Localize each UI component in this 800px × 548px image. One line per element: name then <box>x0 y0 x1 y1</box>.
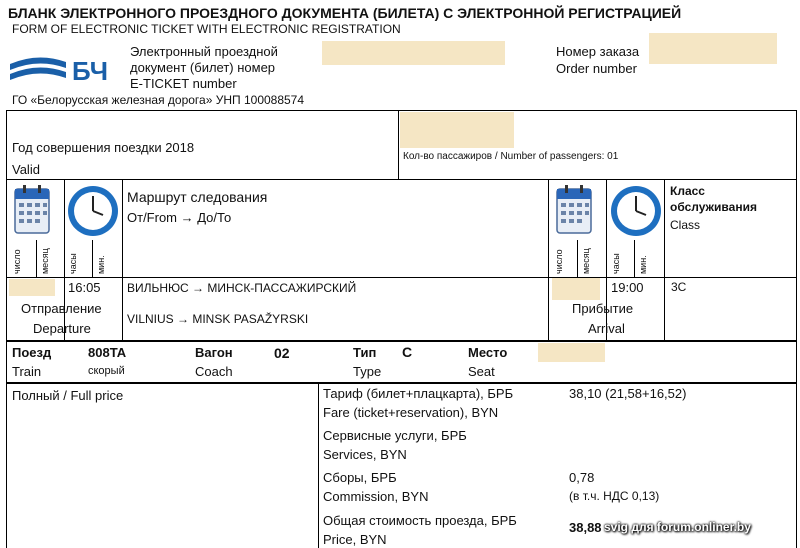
eticket-number-redacted <box>322 41 505 65</box>
full-price-label: Полный / Full price <box>12 388 124 403</box>
order-label-ru: Номер заказа <box>556 44 640 59</box>
eticket-label-ru-1: Электронный проездной <box>130 44 278 59</box>
class-value: 3С <box>671 280 687 294</box>
coach-label-ru: Вагон <box>195 345 233 360</box>
services-label-en: Services, BYN <box>323 447 407 462</box>
logo-text: БЧ <box>72 56 108 86</box>
order-label-en: Order number <box>556 61 637 76</box>
arrival-date-redacted <box>552 278 600 300</box>
type-value: С <box>402 344 413 360</box>
coach-label-en: Coach <box>195 364 233 379</box>
total-value: 38,88 <box>569 520 602 535</box>
col-month-arr: месяц <box>581 248 591 274</box>
valid-label: Valid <box>12 162 40 177</box>
organization: ГО «Белорусская железная дорога» УНП 100088574 <box>12 93 305 107</box>
col-day-dep: число <box>12 249 22 274</box>
bch-logo-icon <box>8 50 120 90</box>
title-ru: БЛАНК ЭЛЕКТРОННОГО ПРОЕЗДНОГО ДОКУМЕНТА (БИЛЕТА) С ЭЛЕКТРОННОЙ РЕГИСТРАЦИЕЙ <box>8 5 682 21</box>
row-divider-4 <box>6 382 797 384</box>
eticket-label-en: E-TICKET number <box>130 76 237 91</box>
col-min-dep: мин. <box>96 255 106 274</box>
col-hours-arr: часы <box>611 253 621 274</box>
type-label-ru: Тип <box>353 345 377 360</box>
trip-year: Год совершения поездки 2018 <box>12 140 195 155</box>
fees-vat: (в т.ч. НДС 0,13) <box>569 489 660 503</box>
train-label-ru: Поезд <box>12 345 52 360</box>
arrival-label-en: Arrival <box>588 321 625 336</box>
class-label-en: Class <box>670 218 701 232</box>
row-divider-2 <box>6 277 797 278</box>
validity-date-redacted <box>400 112 514 148</box>
total-label-en: Price, BYN <box>323 532 387 547</box>
arrival-time: 19:00 <box>611 280 644 295</box>
col-min-arr: мин. <box>638 255 648 274</box>
col-hours-dep: часы <box>68 253 78 274</box>
row-divider-1 <box>6 179 797 180</box>
services-label-ru: Сервисные услуги, БРБ <box>323 428 467 443</box>
col-day-arr: число <box>554 249 564 274</box>
seat-label-en: Seat <box>468 364 495 379</box>
train-number: 808ТА <box>88 345 127 360</box>
passenger-count: Кол-во пассажиров / Number of passengers: 01 <box>403 151 619 162</box>
departure-label-en: Departure <box>33 321 91 336</box>
coach-number: 02 <box>274 345 290 361</box>
fare-value: 38,10 (21,58+16,52) <box>569 386 687 401</box>
stations-ru: ВИЛЬНЮС → МИНСК-ПАССАЖИРСКИЙ <box>127 281 357 295</box>
class-label-1: Класс <box>670 184 705 198</box>
validity-divider <box>398 110 399 179</box>
calendar-icon-arrival <box>555 183 593 237</box>
route-label-en: От/From → До/То <box>127 210 232 225</box>
total-label-ru: Общая стоимость проезда, БРБ <box>323 513 517 528</box>
price-divider <box>318 382 319 548</box>
clock-icon <box>66 184 120 238</box>
eticket-label-ru-2: документ (билет) номер <box>130 60 276 75</box>
route-label-ru: Маршрут следования <box>127 189 268 205</box>
departure-time: 16:05 <box>68 280 101 295</box>
class-label-2: обслуживания <box>670 200 757 214</box>
stations-en: VILNIUS → MINSK PASAŽYRSKI <box>127 312 309 326</box>
departure-label-ru: Отправление <box>21 301 102 316</box>
fees-value: 0,78 <box>569 470 595 485</box>
arrival-label-ru: Прибытие <box>572 301 634 316</box>
watermark: svig для forum.onliner.by <box>604 520 751 534</box>
fees-label-en: Commission, BYN <box>323 489 429 504</box>
fare-label-ru: Тариф (билет+плацкарта), БРБ <box>323 386 514 401</box>
col-month-dep: месяц <box>40 248 50 274</box>
row-divider-3 <box>6 340 797 342</box>
ticket-frame <box>6 110 797 548</box>
calendar-icon <box>13 183 51 237</box>
seat-label-ru: Место <box>468 345 508 360</box>
train-type: скорый <box>88 365 125 377</box>
train-label-en: Train <box>12 364 42 379</box>
title-en: FORM OF ELECTRONIC TICKET WITH ELECTRONIC REGISTRATION <box>12 22 401 36</box>
seat-number-redacted <box>538 343 605 362</box>
order-number-redacted <box>649 33 777 64</box>
fees-label-ru: Сборы, БРБ <box>323 470 397 485</box>
type-label-en: Type <box>353 364 382 379</box>
fare-label-en: Fare (ticket+reservation), BYN <box>323 405 499 420</box>
departure-date-redacted <box>9 279 55 296</box>
clock-icon-arrival <box>609 184 663 238</box>
